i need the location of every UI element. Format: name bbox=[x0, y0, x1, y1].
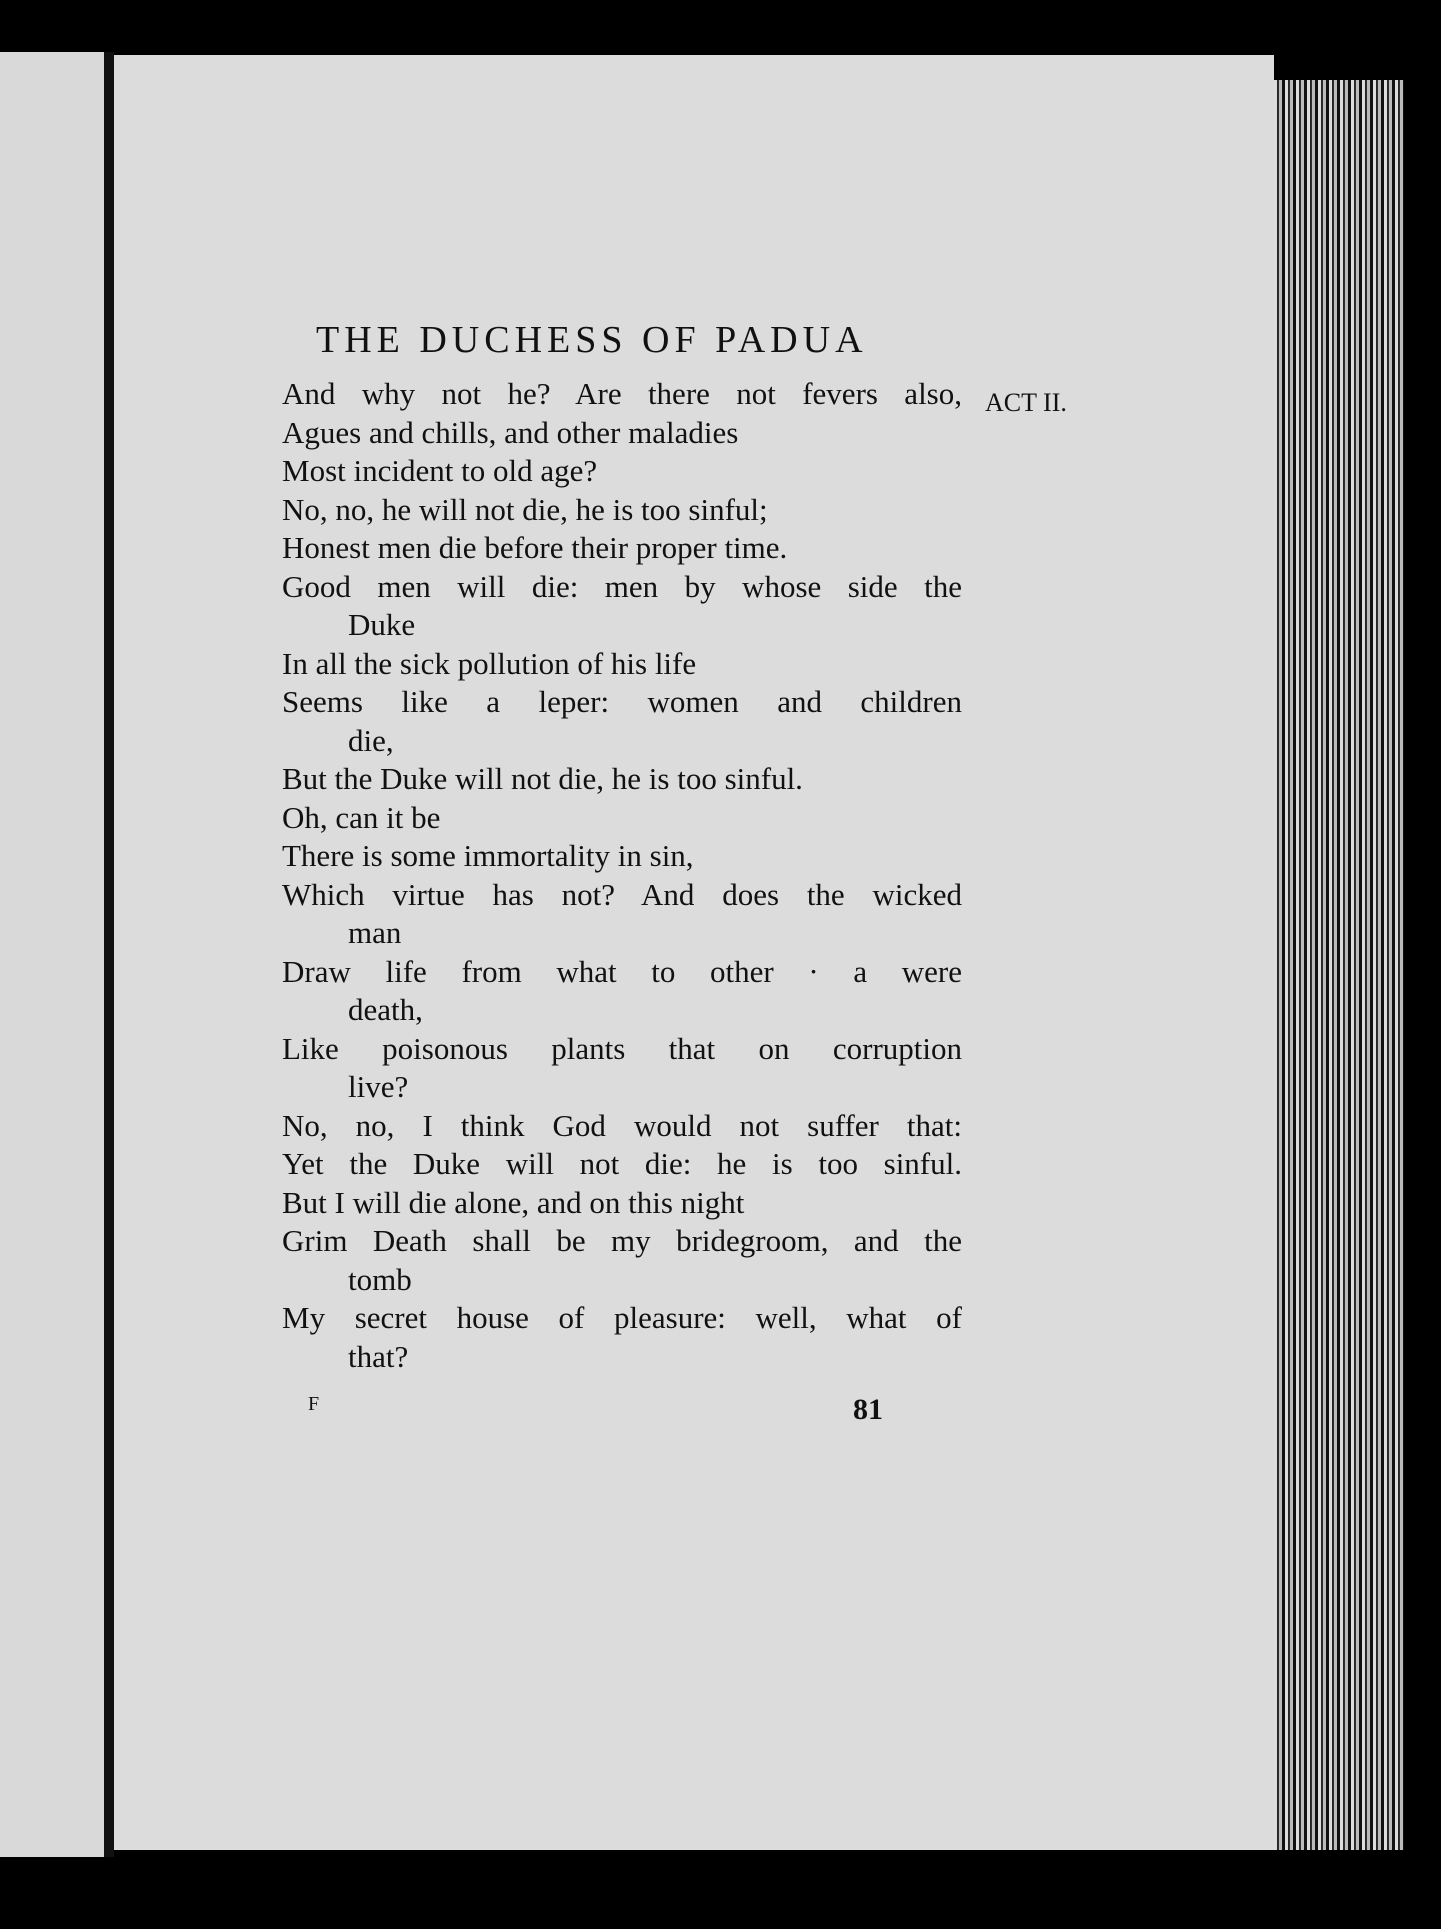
verse-line: live? bbox=[348, 1069, 409, 1104]
verse-line: Oh, can it be bbox=[282, 799, 441, 835]
verse-line: But the Duke will not die, he is too sinful. bbox=[282, 761, 803, 796]
act-marker: ACT II. bbox=[985, 388, 1067, 417]
running-head: THE DUCHESS OF PADUA bbox=[316, 319, 868, 361]
verse-line: man bbox=[348, 915, 402, 950]
verse-line: There is some immortality in sin, bbox=[282, 838, 694, 873]
verse-line: that? bbox=[348, 1338, 409, 1374]
verse-line: Yet the Duke will not die: he is too sinful. bbox=[282, 1146, 962, 1181]
verse-line: Draw life from what to other · a were bbox=[282, 953, 962, 989]
signature-mark: F bbox=[308, 1393, 320, 1415]
page-edges bbox=[1274, 80, 1404, 1850]
verse-line: Honest men die before their proper time. bbox=[282, 530, 788, 565]
verse-line: But I will die alone, and on this night bbox=[282, 1184, 745, 1220]
verse-line: Agues and chills, and other maladies bbox=[282, 414, 739, 450]
verse-line: Duke bbox=[348, 607, 416, 642]
verse-line: Most incident to old age? bbox=[282, 453, 598, 488]
verse-line: death, bbox=[348, 992, 423, 1027]
verse-line: Good men will die: men by whose side the bbox=[282, 568, 962, 604]
verse-line: No, no, he will not die, he is too sinful; bbox=[282, 491, 768, 527]
verse-line: Like poisonous plants that on corruption bbox=[282, 1030, 962, 1066]
facing-page-edge bbox=[0, 52, 114, 1857]
verse-line: And why not he? Are there not fevers also, bbox=[282, 376, 962, 411]
verse-block bbox=[282, 375, 962, 1376]
verse-line: Which virtue has not? And does the wicked bbox=[282, 876, 962, 912]
verse-line: die, bbox=[348, 722, 394, 758]
verse-line: Grim Death shall be my bridegroom, and the bbox=[282, 1223, 962, 1258]
page-number: 81 bbox=[853, 1393, 883, 1426]
verse-line: tomb bbox=[348, 1261, 412, 1297]
verse-line: Seems like a leper: women and children bbox=[282, 684, 962, 719]
verse-line: My secret house of pleasure: well, what of bbox=[282, 1300, 962, 1335]
verse-line: No, no, I think God would not suffer that: bbox=[282, 1107, 962, 1143]
verse-line: In all the sick pollution of his life bbox=[282, 645, 697, 681]
